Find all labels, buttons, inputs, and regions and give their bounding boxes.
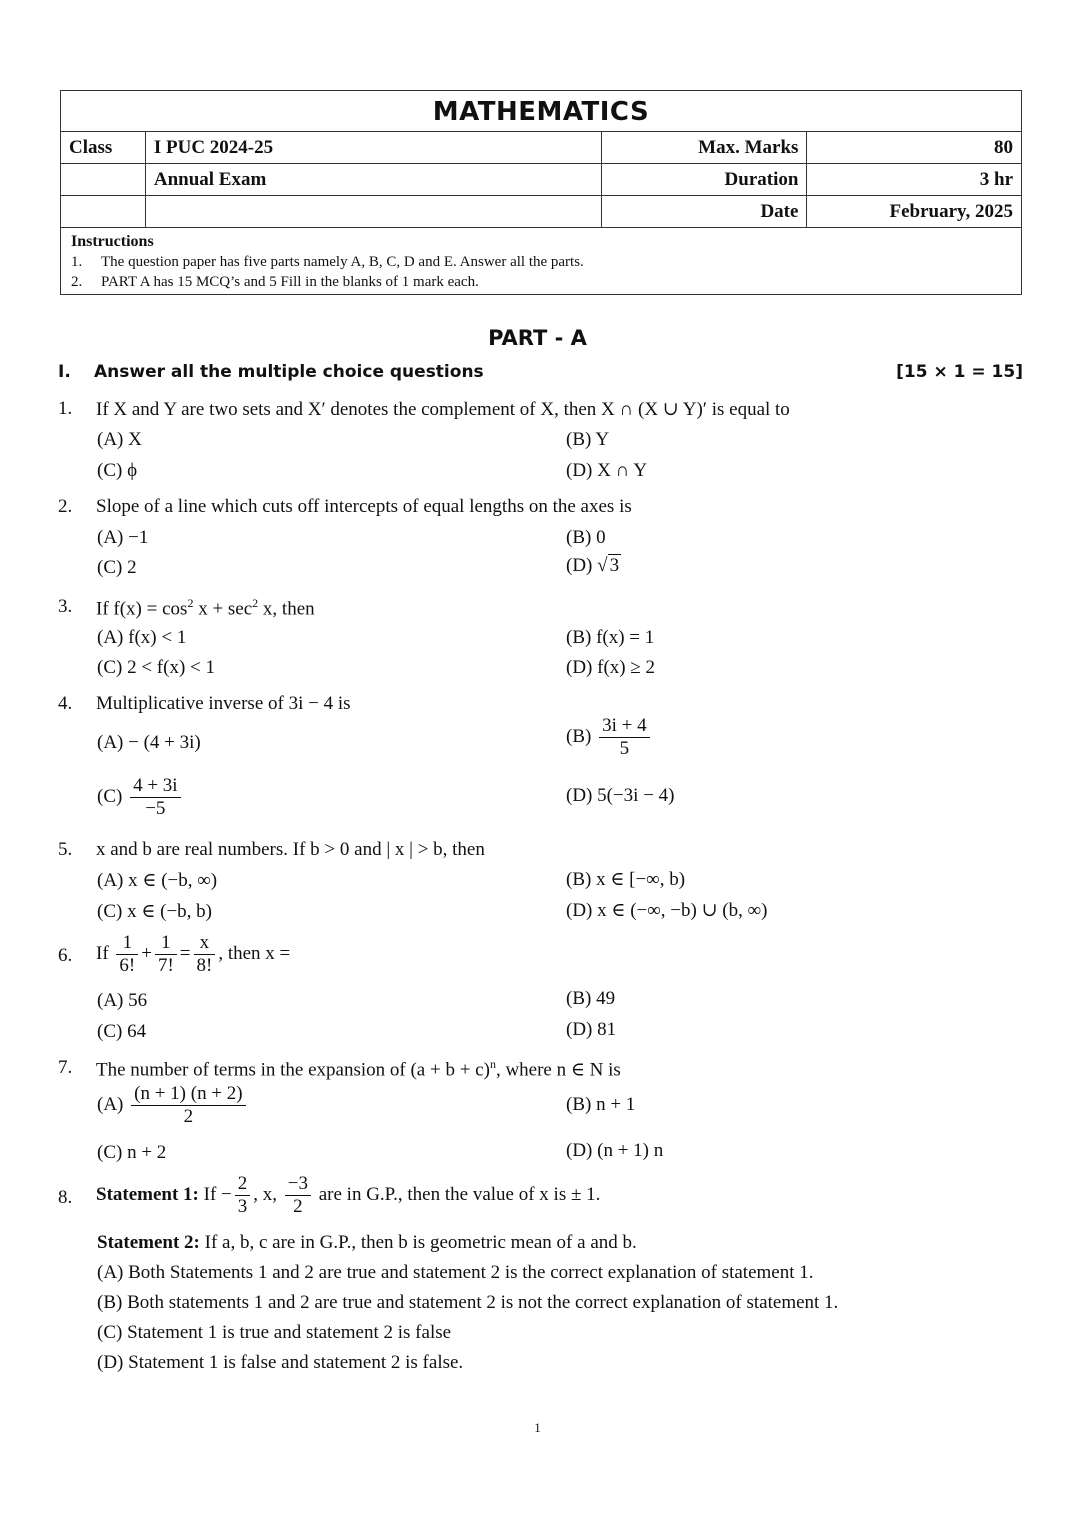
option-d: (D) (n + 1) n bbox=[566, 1140, 664, 1161]
option-a: (A) 56 bbox=[97, 990, 148, 1011]
question-text bbox=[96, 1173, 600, 1218]
instruction-number: 1. bbox=[71, 254, 83, 270]
instructions-block bbox=[61, 228, 1021, 294]
option-a: (A) − (4 + 3i) bbox=[97, 732, 201, 753]
max-marks-value: 80 bbox=[994, 137, 1013, 158]
instruction-number: 2. bbox=[71, 274, 83, 290]
radicand: 3 bbox=[609, 555, 620, 576]
denominator: 3 bbox=[237, 1196, 248, 1217]
numerator: x bbox=[194, 932, 216, 955]
denominator: 2 bbox=[183, 1106, 194, 1127]
header-row-exam bbox=[61, 164, 1021, 196]
empty-cell bbox=[146, 196, 602, 227]
denominator: 5 bbox=[619, 738, 630, 759]
question-text bbox=[96, 1057, 621, 1081]
denominator: −5 bbox=[145, 798, 166, 819]
header-row-class bbox=[61, 132, 1021, 164]
numerator: (n + 1) (n + 2) bbox=[131, 1083, 246, 1106]
duration-label: Duration bbox=[602, 164, 808, 195]
option-label: (C) bbox=[97, 785, 123, 807]
header-row-date bbox=[61, 196, 1021, 228]
subject-title: MATHEMATICS bbox=[61, 91, 1021, 132]
statement-text: If a, b, c are in G.P., then b is geometric mean of a and b. bbox=[204, 1232, 637, 1253]
text-part: If − bbox=[203, 1183, 232, 1205]
denominator: 2 bbox=[293, 1196, 303, 1217]
denominator: 6! bbox=[119, 955, 136, 976]
fraction bbox=[599, 715, 650, 760]
question-text: x and b are real numbers. If b > 0 and | x | > b, then bbox=[96, 839, 485, 860]
option-c: (C) 2 < f(x) < 1 bbox=[97, 657, 215, 678]
question-number: 3. bbox=[58, 596, 73, 617]
part-title: PART - A bbox=[488, 326, 587, 350]
question-text bbox=[96, 932, 290, 977]
option-d: (D) 5(−3i − 4) bbox=[566, 785, 675, 806]
section-number: I. bbox=[58, 362, 71, 382]
option-d: (D) f(x) ≥ 2 bbox=[566, 657, 656, 678]
instruction-text: The question paper has five parts namely A, B, C, D and E. Answer all the parts. bbox=[101, 254, 584, 270]
option-c: (C) 64 bbox=[97, 1021, 147, 1042]
superscript: 2 bbox=[187, 596, 194, 610]
max-marks-label: Max. Marks bbox=[602, 132, 808, 163]
option-b: (B) 49 bbox=[566, 988, 616, 1009]
numerator: 1 bbox=[116, 932, 138, 955]
option-a: (A) X bbox=[97, 429, 142, 450]
class-label: Class bbox=[61, 132, 146, 163]
option-d bbox=[566, 555, 621, 577]
question-number: 5. bbox=[58, 839, 73, 860]
option-c: (C) ϕ bbox=[97, 460, 138, 481]
text-part: , where n ∈ N is bbox=[495, 1059, 621, 1081]
superscript: 2 bbox=[252, 596, 259, 610]
section-title: Answer all the multiple choice questions bbox=[94, 362, 484, 382]
instructions-heading: Instructions bbox=[71, 233, 154, 250]
option-b: (B) Both statements 1 and 2 are true and statement 2 is not the correct explanation of statement 1. bbox=[97, 1292, 839, 1313]
option-label: (B) bbox=[566, 725, 592, 747]
header-table bbox=[60, 90, 1022, 295]
question-number: 1. bbox=[58, 398, 73, 419]
option-c: (C) 2 bbox=[97, 557, 137, 578]
numerator: 1 bbox=[155, 932, 177, 955]
fraction bbox=[285, 1173, 311, 1218]
section-heading bbox=[58, 362, 484, 382]
square-root: √ 3 bbox=[597, 555, 620, 576]
numerator: 3i + 4 bbox=[599, 715, 650, 738]
option-b: (B) 0 bbox=[566, 527, 606, 548]
text-part: x, then bbox=[258, 598, 315, 620]
duration-value: 3 hr bbox=[979, 169, 1013, 190]
text-part: , then x = bbox=[218, 942, 291, 964]
text-part: , x, bbox=[253, 1183, 278, 1205]
option-a: (A) x ∈ (−b, ∞) bbox=[97, 870, 218, 891]
empty-cell bbox=[61, 164, 146, 195]
question-number: 2. bbox=[58, 496, 73, 517]
text-part: The number of terms in the expansion of (a + b + c) bbox=[96, 1059, 490, 1081]
question-text: Multiplicative inverse of 3i − 4 is bbox=[96, 693, 351, 714]
fraction bbox=[155, 932, 177, 977]
numerator: 2 bbox=[235, 1173, 251, 1196]
instruction-item bbox=[71, 252, 1011, 272]
statement-2 bbox=[97, 1232, 637, 1254]
option-c: (C) x ∈ (−b, b) bbox=[97, 901, 213, 922]
empty-cell bbox=[61, 196, 146, 227]
statement-label: Statement 2: bbox=[97, 1232, 200, 1253]
text-part: are in G.P., then the value of x is ± 1. bbox=[318, 1183, 601, 1205]
plus-sign: + bbox=[141, 942, 152, 964]
equals-sign: = bbox=[179, 942, 191, 964]
statement-label: Statement 1: bbox=[96, 1183, 199, 1205]
option-d: (D) 81 bbox=[566, 1019, 617, 1040]
fraction bbox=[130, 775, 181, 820]
option-c bbox=[97, 775, 184, 820]
option-b bbox=[566, 715, 653, 760]
numerator: −3 bbox=[285, 1173, 311, 1196]
date-value: February, 2025 bbox=[889, 201, 1013, 222]
fraction bbox=[194, 932, 216, 977]
question-text: Slope of a line which cuts off intercepts of equal lengths on the axes is bbox=[96, 496, 632, 517]
option-c: (C) n + 2 bbox=[97, 1142, 167, 1163]
exam-name: Annual Exam bbox=[146, 164, 602, 195]
denominator: 8! bbox=[196, 955, 213, 976]
option-a: (A) −1 bbox=[97, 527, 149, 548]
option-c: (C) Statement 1 is true and statement 2 is false bbox=[97, 1322, 452, 1343]
option-d: (D) Statement 1 is false and statement 2 is false. bbox=[97, 1352, 464, 1373]
option-a: (A) Both Statements 1 and 2 are true and statement 2 is the correct explanation of statement 1. bbox=[97, 1262, 814, 1283]
denominator: 7! bbox=[157, 955, 174, 976]
question-text: If X and Y are two sets and X′ denotes the complement of X, then X ∩ (X ∪ Y)′ is equal to bbox=[96, 399, 790, 420]
option-b: (B) Y bbox=[566, 429, 610, 450]
text-part: x + sec bbox=[193, 598, 253, 620]
fraction bbox=[235, 1173, 251, 1218]
option-b: (B) n + 1 bbox=[566, 1094, 636, 1115]
section-header bbox=[58, 362, 1023, 382]
option-d: (D) x ∈ (−∞, −b) ∪ (b, ∞) bbox=[566, 900, 768, 921]
option-d: (D) X ∩ Y bbox=[566, 460, 648, 481]
date-label: Date bbox=[602, 196, 808, 227]
question-number: 7. bbox=[58, 1057, 73, 1078]
option-b: (B) f(x) = 1 bbox=[566, 627, 655, 648]
question-number: 8. bbox=[58, 1187, 73, 1208]
numerator: 4 + 3i bbox=[130, 775, 181, 798]
option-a bbox=[97, 1083, 249, 1128]
question-number: 4. bbox=[58, 693, 73, 714]
instruction-text: PART A has 15 MCQ’s and 5 Fill in the blanks of 1 mark each. bbox=[101, 274, 479, 290]
option-label: (D) bbox=[566, 555, 593, 576]
section-marks: [15 × 1 = 15] bbox=[896, 362, 1023, 382]
fraction bbox=[131, 1083, 246, 1128]
instruction-item bbox=[71, 272, 1011, 292]
text-part: If bbox=[96, 942, 109, 964]
fraction bbox=[116, 932, 138, 977]
text-part: If f(x) = cos bbox=[96, 598, 188, 620]
option-b: (B) x ∈ [−∞, b) bbox=[566, 869, 686, 890]
option-a: (A) f(x) < 1 bbox=[97, 627, 187, 648]
question-text bbox=[96, 596, 315, 620]
option-label: (A) bbox=[97, 1093, 124, 1115]
page-number: 1 bbox=[534, 1420, 541, 1435]
question-number: 6. bbox=[58, 945, 73, 966]
class-value: I PUC 2024-25 bbox=[146, 132, 602, 163]
superscript: n bbox=[489, 1057, 496, 1071]
